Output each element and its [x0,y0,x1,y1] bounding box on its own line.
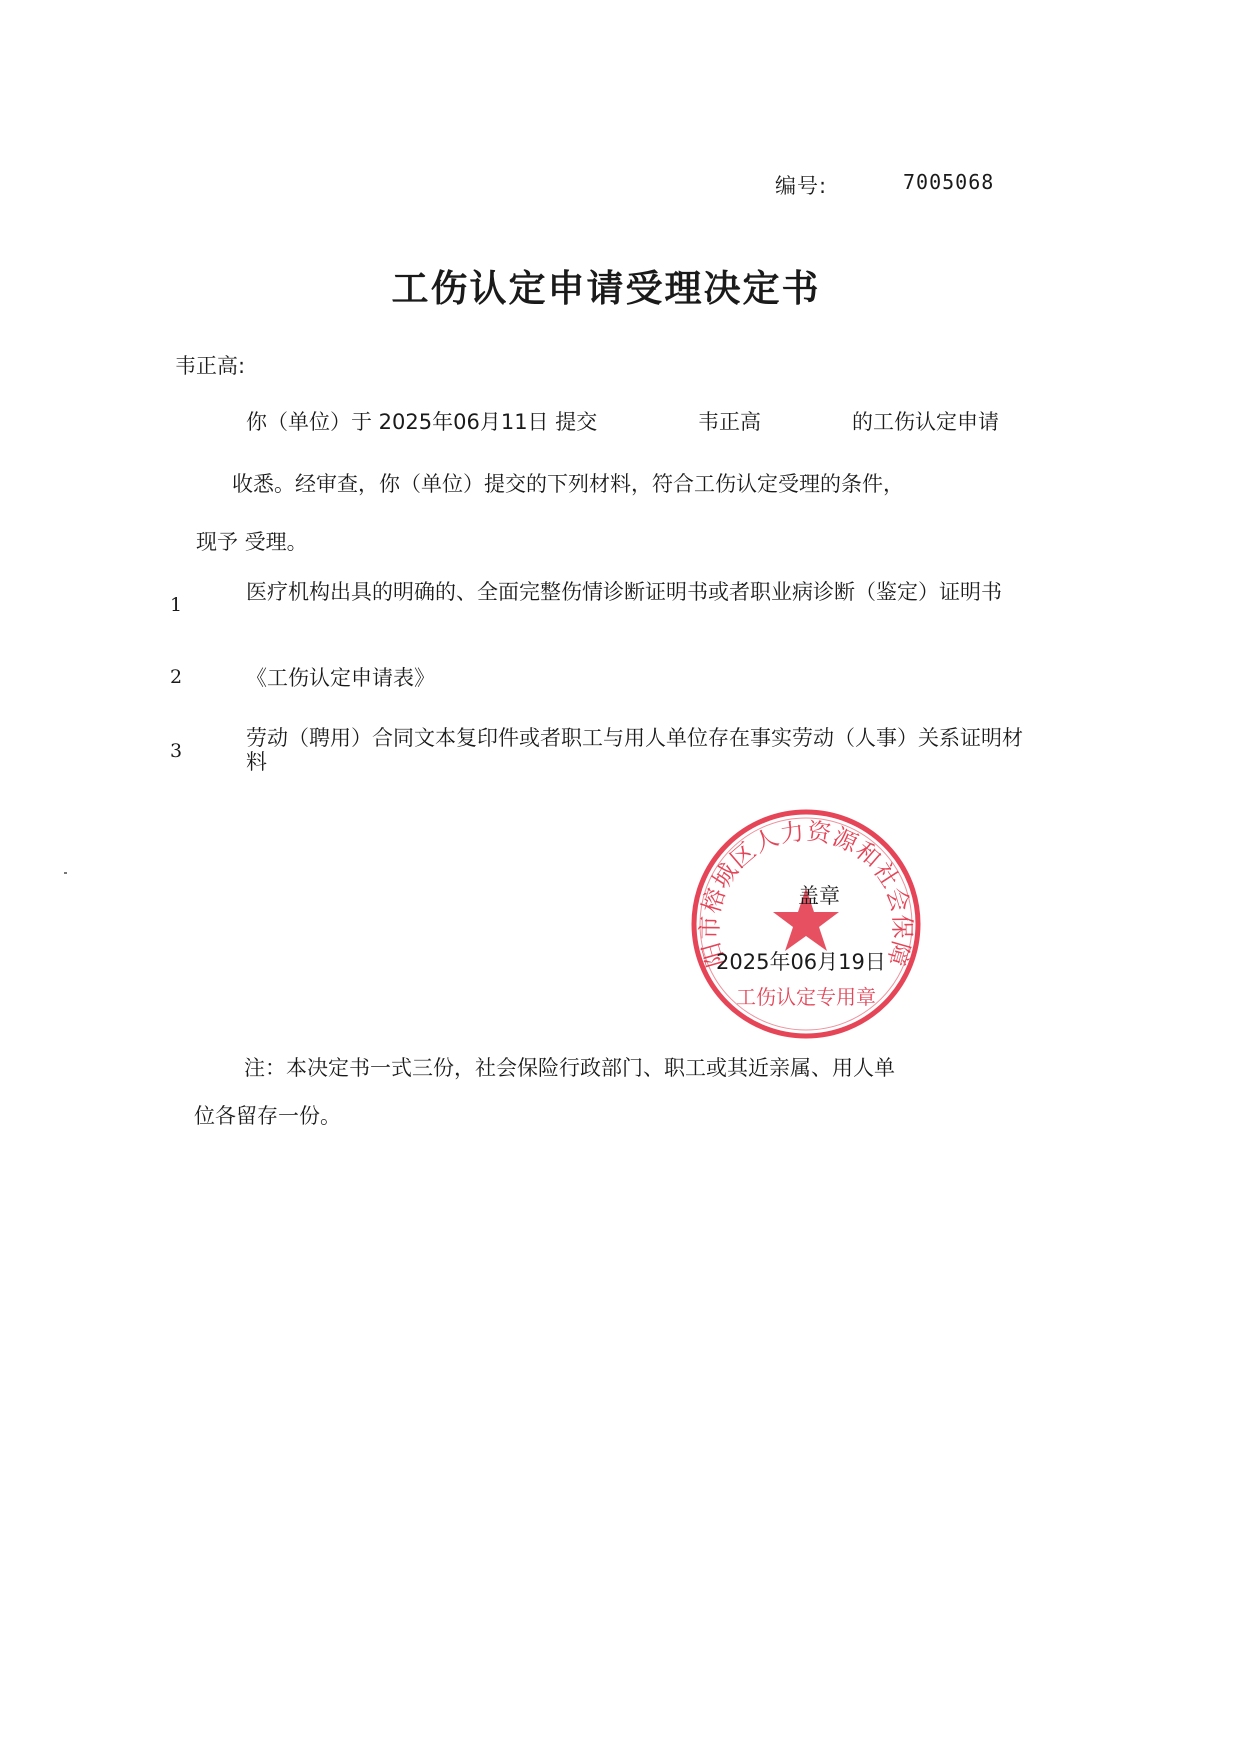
material-text: 《工伤认定申请表》 [246,666,435,690]
note-line-2: 位各留存一份。 [194,1104,341,1128]
material-text: 医疗机构出具的明确的、全面完整伤情诊断证明书或者职业病诊断（鉴定）证明书 [246,580,1002,604]
addressee: 韦正高: [175,354,246,378]
material-index: 1 [170,594,183,616]
svg-text:工伤认定专用章: 工伤认定专用章 [736,985,876,1009]
note-line-1: 注：本决定书一式三份，社会保险行政部门、职工或其近亲属、用人单 [244,1056,895,1080]
seal-label: 盖章 [798,884,840,908]
body-line-1-end: 的工伤认定申请 [852,410,999,434]
material-text: 劳动（聘用）合同文本复印件或者职工与用人单位存在事实劳动（人事）关系证明材料 [246,726,1023,774]
body-line-1 [246,406,999,436]
seal-graphic [686,804,926,1044]
body-line-1-start: 你（单位）于 2025年06月11日 提交 [246,410,598,434]
document-number-value: 7005068 [903,170,995,194]
svg-text:揭阳市榕城区人力资源和社会保障局: 阳市榕城区人力资源和社会保障 [695,817,917,970]
document-number-label: 编号: [775,174,828,198]
body-line-3: 现予 受理。 [196,530,308,554]
material-index: 3 [170,740,183,762]
official-seal-stamp [686,804,926,1044]
body-line-2: 收悉。经审查，你（单位）提交的下列材料，符合工伤认定受理的条件， [232,472,904,496]
applicant-name: 韦正高 [698,410,761,434]
scan-speck [64,872,67,874]
document-title: 工伤认定申请受理决定书 [391,267,821,310]
document-number [775,170,995,200]
material-index: 2 [170,666,183,688]
seal-date: 2025年06月19日 [716,950,886,974]
